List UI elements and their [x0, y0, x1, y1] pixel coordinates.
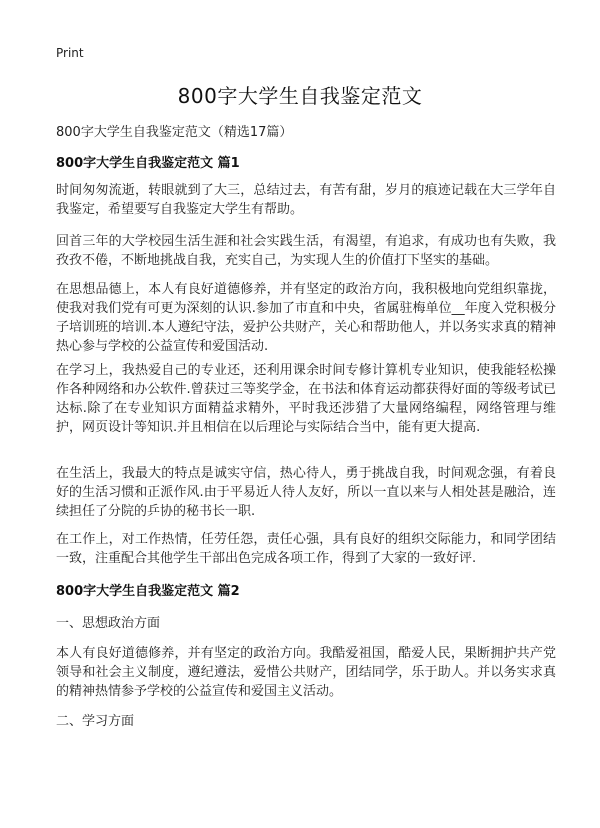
page-title: 800字大学生自我鉴定范文	[177, 84, 423, 108]
section-heading-2: 800字大学生自我鉴定范文 篇2	[56, 584, 240, 599]
subheading-study: 二、学习方面	[56, 714, 135, 729]
section-1-paragraph-1: 时间匆匆流逝，转眼就到了大三，总结过去，有苦有甜，岁月的痕迹记载在大三学年自我鉴定，希望要写自我鉴定大学生有帮助。	[56, 183, 556, 217]
print-label[interactable]: Print	[56, 46, 84, 60]
subheading-politics: 一、思想政治方面	[56, 616, 161, 631]
section-2-paragraph-1: 本人有良好道德修养，并有坚定的政治方向。我酷爱祖国，酷爱人民，果断拥护共产党领导和社会主义制度，遵纪遵法，爱惜公共财产，团结同学，乐于助人。并以务实求真的精神热情参予学校的公益宣传和爱国主义活动。	[56, 646, 556, 699]
document-subtitle: 800字大学生自我鉴定范文（精选17篇）	[56, 125, 293, 140]
section-1-paragraph-4: 在学习上，我热爱自己的专业还，还利用课余时间专修计算机专业知识，使我能轻松操作各种网络和办公软件.曾获过三等奖学金，在书法和体育运动都获得好面的等级考试已达标.除了在专业知识方面精益求精外，平时我还涉猎了大量网络编程，网络管理与维护，网页设计等知识.并且相信在以后理论与实际结合当中，能有更大提高.	[56, 363, 556, 435]
section-heading-1: 800字大学生自我鉴定范文 篇1	[56, 156, 240, 171]
section-1-paragraph-5: 在生活上，我最大的特点是诚实守信，热心待人，勇于挑战自我，时间观念强，有着良好的生活习惯和正派作风.由于平易近人待人友好，所以一直以来与人相处甚是融洽，连续担任了分院的乒协的秘书长一职.	[56, 466, 556, 519]
section-1-paragraph-3: 在思想品德上，本人有良好道德修养，并有坚定的政治方向，我积极地向党组织靠拢，使我对我们党有可更为深刻的认识.参加了市直和中央，省属驻梅单位__年度入党积极分子培训班的培训.本人遵纪守法，爱护公共财产，关心和帮助他人，并以务实求真的精神热心参与学校的公益宣传和爱国活动.	[56, 282, 556, 354]
section-1-paragraph-6: 在工作上，对工作热情，任劳任怨，责任心强，具有良好的组织交际能力，和同学团结一致，注重配合其他学生干部出色完成各项工作，得到了大家的一致好评.	[56, 532, 556, 566]
section-1-paragraph-2: 回首三年的大学校园生活生涯和社会实践生活，有渴望，有追求，有成功也有失败，我孜孜不倦，不断地挑战自我，充实自己，为实现人生的价值打下坚实的基础。	[56, 234, 556, 268]
